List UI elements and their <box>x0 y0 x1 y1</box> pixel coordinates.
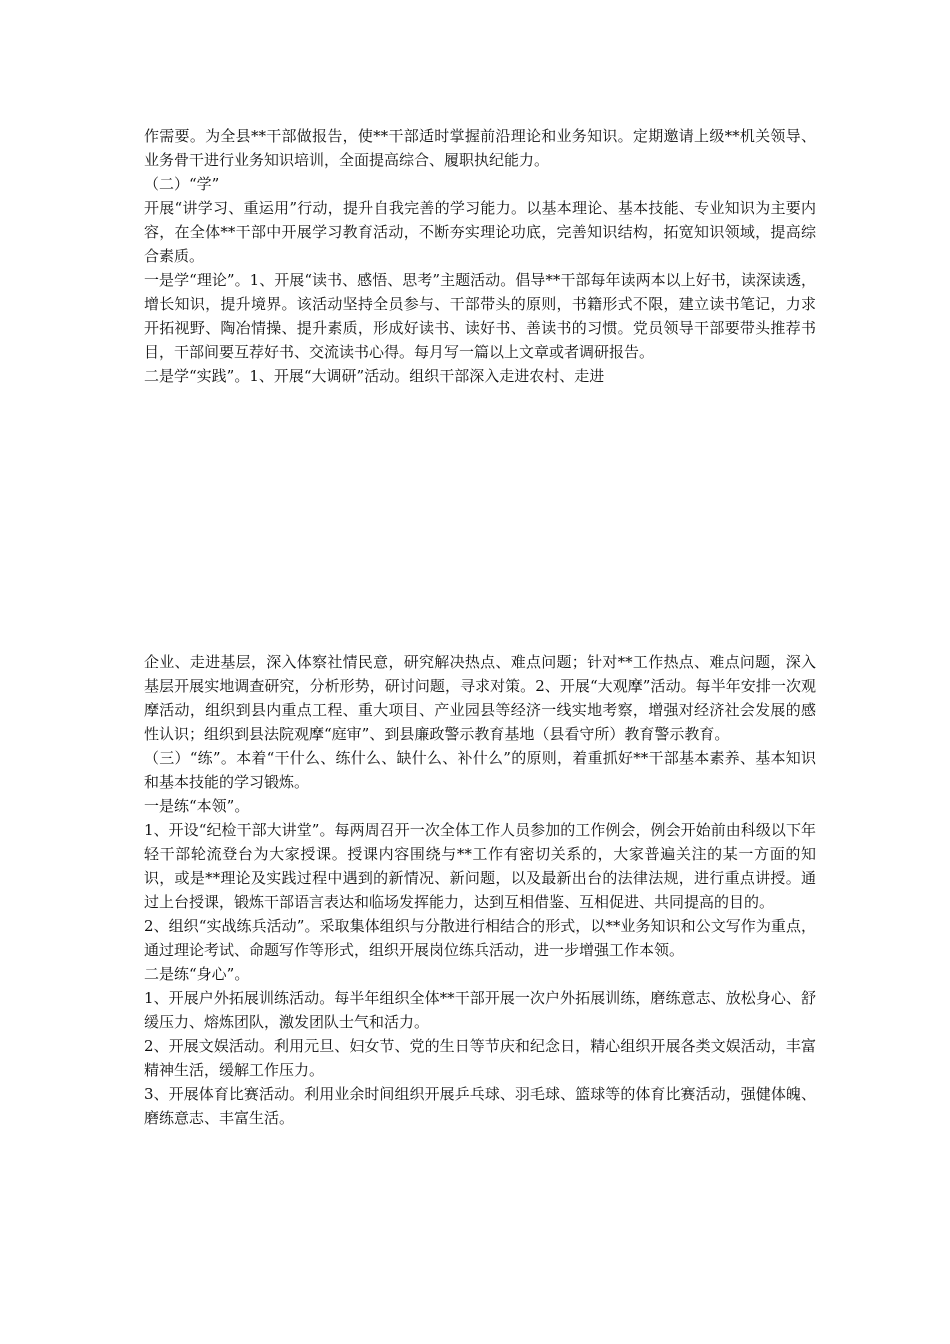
subheading: 二是练“身心”。 <box>144 965 250 983</box>
paragraph: 1、开设“纪检干部大讲堂”。每两周召开一次全体工作人员参加的工作例会，例会开始前由科级以下年轻干部轮流登台为大家授课。授课内容围绕与**工作有密切关系的，大家普遍关注的某一方面的知识，或是**理论及实践过程中遇到的新情况、新问题，以及最新出台的法律法规，进行重点讲授。通过上台授课，锻炼干部语言表达和临场发挥能力，达到互相借鉴、互相促进、共同提高的目的。 <box>144 821 816 911</box>
paragraph: 一是学“理论”。1、开展“读书、感悟、思考”主题活动。倡导**干部每年读两本以上好书，读深读透，增长知识，提升境界。该活动坚持全员参与、干部带头的原则，书籍形式不限，建立读书笔记，力求开拓视野、陶冶情操、提升素质，形成好读书、读好书、善读书的习惯。党员领导干部要带头推荐书目，干部间要互荐好书、交流读书心得。每月写一篇以上文章或者调研报告。 <box>144 271 816 361</box>
paragraph: 3、开展体育比赛活动。利用业余时间组织开展乒乓球、羽毛球、篮球等的体育比赛活动，强健体魄、磨练意志、丰富生活。 <box>144 1085 816 1127</box>
paragraph: 1、开展户外拓展训练活动。每半年组织全体**干部开展一次户外拓展训练，磨练意志、放松身心、舒缓压力、熔炼团队，激发团队士气和活力。 <box>144 989 816 1031</box>
subheading: 一是练“本领”。 <box>144 797 250 815</box>
paragraph: 2、组织“实战练兵活动”。采取集体组织与分散进行相结合的形式，以**业务知识和公文写作为重点，通过理论考试、命题写作等形式，组织开展岗位练兵活动，进一步增强工作本领。 <box>144 917 816 959</box>
paragraph: 企业、走进基层，深入体察社情民意，研究解决热点、难点问题；针对**工作热点、难点问题，深入基层开展实地调查研究，分析形势，研讨问题，寻求对策。2、开展“大观摩”活动。每半年安排一次观摩活动，组织到县内重点工程、重大项目、产业园县等经济一线实地考察，增强对经济社会发展的感性认识；组织到县法院观摩“庭审”、到县廉政警示教育基地（县看守所）教育警示教育。 <box>144 653 816 743</box>
paragraph: 2、开展文娱活动。利用元旦、妇女节、党的生日等节庆和纪念日，精心组织开展各类文娱活动，丰富精神生活，缓解工作压力。 <box>144 1037 816 1079</box>
paragraph: 开展“讲学习、重运用”行动，提升自我完善的学习能力。以基本理论、基本技能、专业知识为主要内容，在全体**干部中开展学习教育活动，不断夯实理论功底，完善知识结构，拓宽知识领域，提高综合素质。 <box>144 199 816 265</box>
text-block-upper <box>144 124 816 388</box>
paragraph: 二是学“实践”。1、开展“大调研”活动。组织干部深入走进农村、走进 <box>144 367 605 385</box>
section-heading: （二）“学” <box>144 175 220 193</box>
paragraph: 作需要。为全县**干部做报告，使**干部适时掌握前沿理论和业务知识。定期邀请上级**机关领导、业务骨干进行业务知识培训，全面提高综合、履职执纪能力。 <box>144 127 816 169</box>
text-block-lower <box>144 650 816 1130</box>
section-heading: （三）“练”。本着“干什么、练什么、缺什么、补什么”的原则，着重抓好**干部基本素养、基本知识和基本技能的学习锻炼。 <box>144 749 816 791</box>
